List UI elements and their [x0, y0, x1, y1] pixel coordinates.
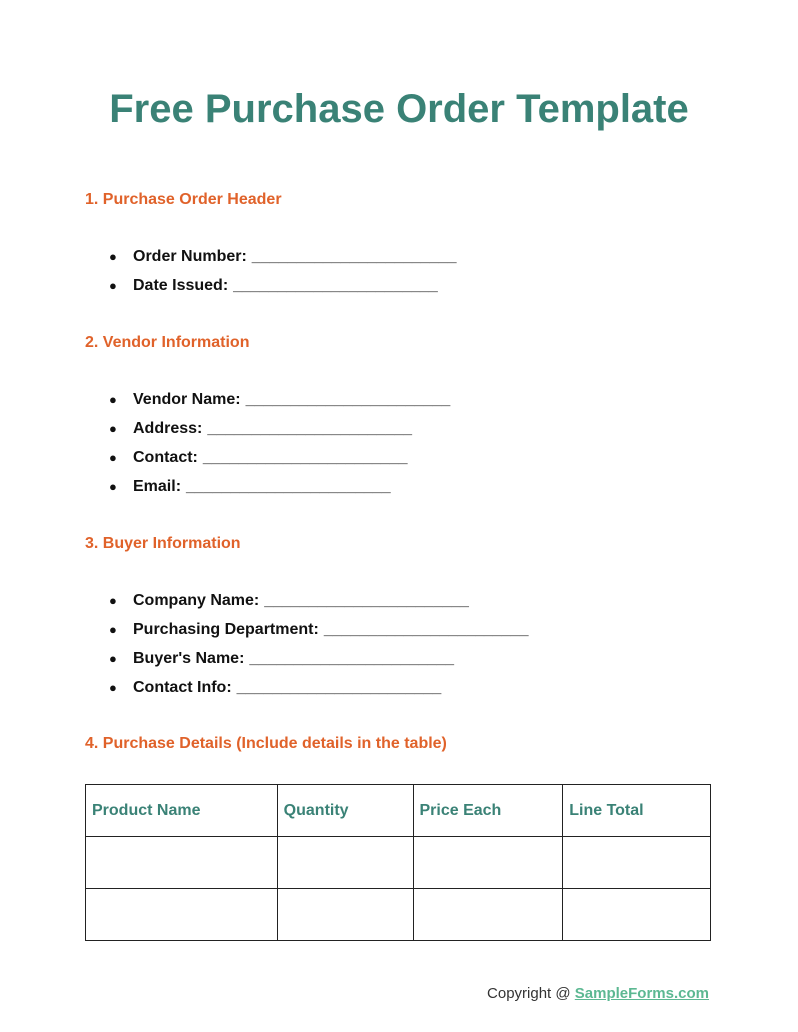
table-cell[interactable]	[563, 837, 711, 889]
bullet-icon: ●	[109, 680, 117, 695]
table-cell[interactable]	[413, 889, 563, 941]
field-label: Date Issued:	[133, 277, 229, 294]
purchase-details-table	[85, 784, 711, 941]
bullet-icon: ●	[109, 421, 117, 436]
table-cell[interactable]	[86, 837, 278, 889]
bullet-icon: ●	[109, 249, 117, 264]
sampleforms-link[interactable]: SampleForms.com	[574, 985, 709, 1002]
table-row	[86, 889, 711, 941]
table-cell[interactable]	[86, 889, 278, 941]
po-header-field-list	[108, 247, 456, 305]
field-blank: _______________________	[251, 248, 457, 265]
buyer-field-list	[108, 591, 528, 707]
field-buyers-name	[108, 649, 528, 678]
bullet-icon: ●	[109, 278, 117, 293]
bullet-icon: ●	[109, 479, 117, 494]
column-header-line-total: Line Total	[563, 785, 711, 837]
column-header-price-each: Price Each	[413, 785, 563, 837]
field-blank: _______________________	[202, 449, 408, 466]
table-header-row	[86, 785, 711, 837]
table-cell[interactable]	[413, 837, 563, 889]
field-order-number	[108, 247, 456, 276]
bullet-icon: ●	[109, 450, 117, 465]
section-heading-po-header: 1. Purchase Order Header	[85, 191, 282, 208]
field-label: Contact Info:	[133, 679, 232, 696]
page-title: Free Purchase Order Template	[109, 87, 689, 131]
field-company-name	[108, 591, 528, 620]
bullet-icon: ●	[109, 392, 117, 407]
field-blank: _______________________	[233, 277, 438, 294]
field-label: Contact:	[133, 449, 198, 466]
field-blank: _______________________	[245, 391, 451, 408]
bullet-icon: ●	[109, 622, 117, 637]
field-label: Buyer's Name:	[133, 650, 245, 667]
field-label: Order Number:	[133, 248, 247, 265]
table-cell[interactable]	[277, 837, 413, 889]
copyright-text: Copyright @	[487, 985, 575, 1002]
field-label: Company Name:	[133, 592, 260, 609]
field-blank: _______________________	[207, 420, 413, 437]
column-header-product-name: Product Name	[86, 785, 278, 837]
section-heading-vendor: 2. Vendor Information	[85, 334, 250, 351]
field-label: Email:	[133, 478, 182, 495]
field-date-issued	[108, 276, 456, 305]
table-cell[interactable]	[563, 889, 711, 941]
field-vendor-name	[108, 390, 450, 419]
section-heading-buyer: 3. Buyer Information	[85, 535, 241, 552]
field-blank: _______________________	[323, 621, 529, 638]
field-blank: _______________________	[249, 650, 455, 667]
field-blank: _______________________	[236, 679, 442, 696]
field-label: Purchasing Department:	[133, 621, 319, 638]
section-heading-purchase-details: 4. Purchase Details (Include details in the table)	[85, 735, 447, 752]
copyright-footer	[487, 984, 709, 1004]
bullet-icon: ●	[109, 651, 117, 666]
field-label: Address:	[133, 420, 203, 437]
field-contact	[108, 448, 450, 477]
field-blank: _______________________	[264, 592, 469, 609]
vendor-field-list	[108, 390, 450, 506]
field-label: Vendor Name:	[133, 391, 241, 408]
field-email	[108, 477, 450, 506]
field-blank: _______________________	[186, 478, 391, 495]
table-row	[86, 837, 711, 889]
field-address	[108, 419, 450, 448]
bullet-icon: ●	[109, 593, 117, 608]
table-cell[interactable]	[277, 889, 413, 941]
field-purchasing-department	[108, 620, 528, 649]
column-header-quantity: Quantity	[277, 785, 413, 837]
field-contact-info	[108, 678, 528, 707]
